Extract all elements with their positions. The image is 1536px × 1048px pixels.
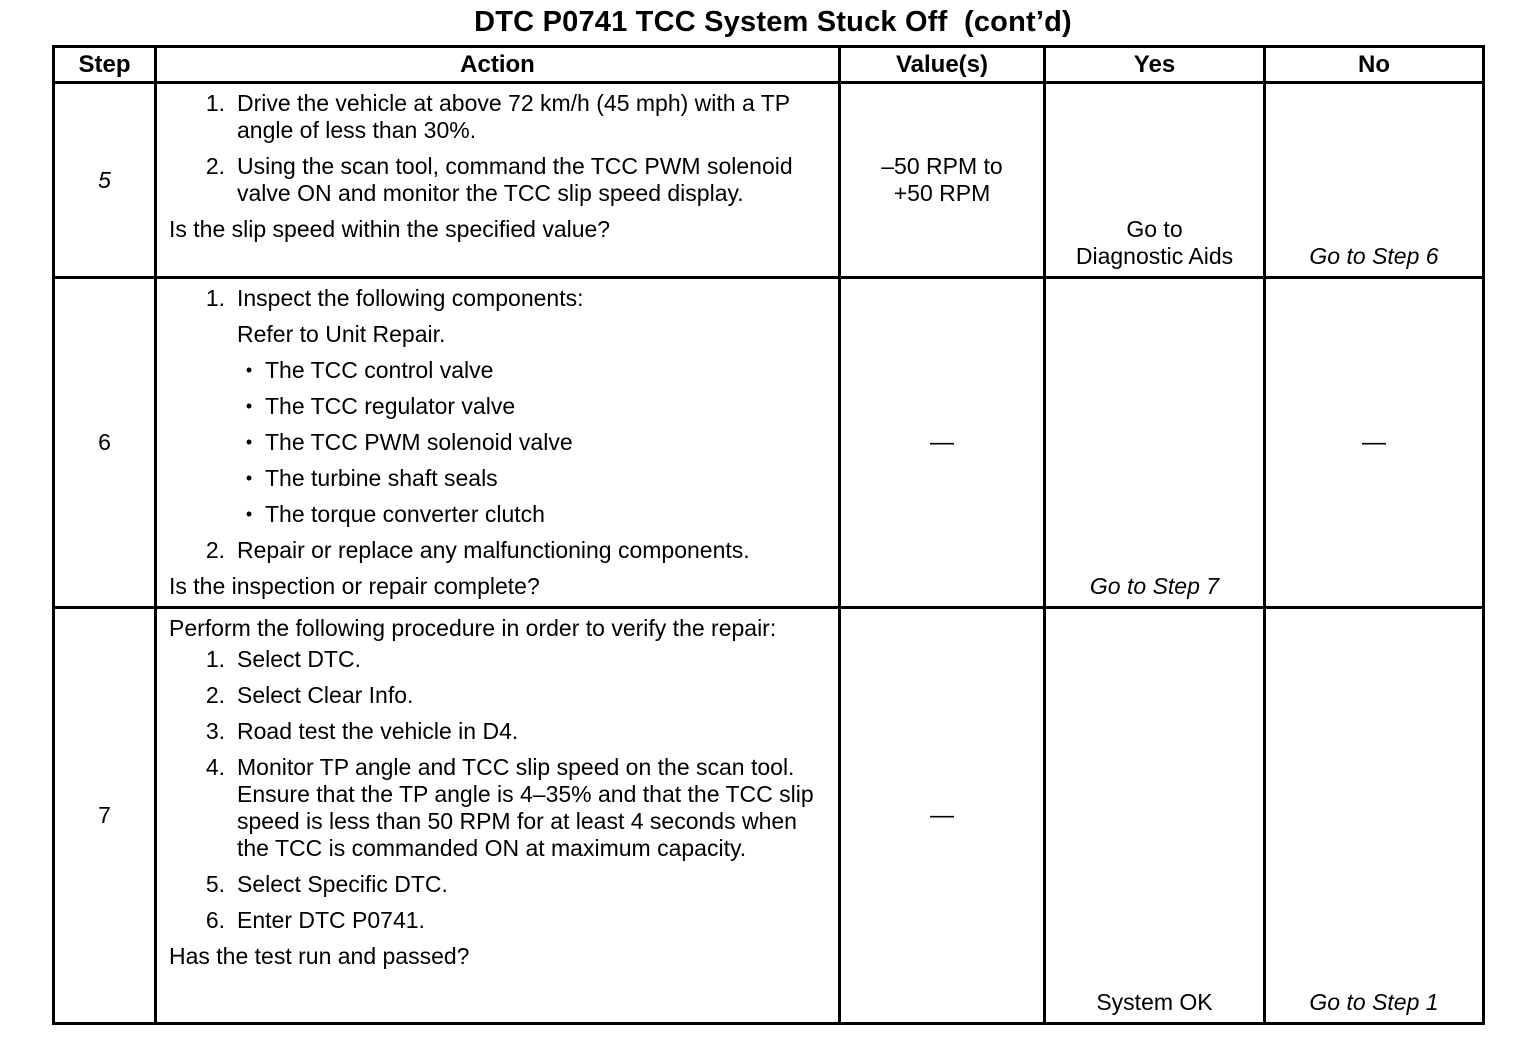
item-number: 2. [205, 153, 225, 179]
step-number: 6 [54, 278, 156, 608]
bullet-text: The torque converter clutch [265, 501, 545, 527]
no-cell: Go to Step 6 [1265, 83, 1484, 278]
table-row-step-7 [54, 608, 1484, 1024]
table-header-row [54, 47, 1484, 83]
bullet-text: The TCC control valve [265, 357, 494, 383]
header-action: Action [156, 47, 840, 83]
action-cell [156, 608, 840, 1024]
action-item [169, 153, 830, 207]
yes-cell: Go to Step 7 [1045, 278, 1265, 608]
value-cell: — [840, 608, 1045, 1024]
action-item [169, 682, 830, 709]
value-cell [840, 83, 1045, 278]
value-line: –50 RPM to [881, 153, 1003, 179]
bullet-item [237, 465, 830, 492]
item-number: 2. [205, 682, 225, 708]
item-text: Select Specific DTC. [237, 871, 448, 897]
item-text: Select DTC. [237, 646, 361, 672]
bullet-text: The turbine shaft seals [265, 465, 498, 491]
no-cell: — [1265, 278, 1484, 608]
item-number: 2. [205, 537, 225, 563]
action-question: Is the inspection or repair complete? [169, 573, 540, 599]
bullet-text: The TCC regulator valve [265, 393, 516, 419]
bullet-item [237, 357, 830, 384]
yes-cell: System OK [1045, 608, 1265, 1024]
no-cell: Go to Step 1 [1265, 608, 1484, 1024]
yes-cell [1045, 83, 1265, 278]
action-question: Is the slip speed within the specified value? [169, 216, 611, 242]
bullet-text: The TCC PWM solenoid valve [265, 429, 573, 455]
bullet-item [237, 393, 830, 420]
item-text: Inspect the following components: [237, 285, 584, 311]
action-item [169, 285, 830, 312]
action-cell [156, 83, 840, 278]
table-row-step-6 [54, 278, 1484, 608]
bullet-item [237, 429, 830, 456]
item-number: 4. [205, 754, 225, 780]
diagnostic-table [52, 45, 1485, 1025]
value-cell: — [840, 278, 1045, 608]
bullet-icon: • [245, 360, 253, 380]
header-yes: Yes [1045, 47, 1265, 83]
item-text: Enter DTC P0741. [237, 907, 425, 933]
item-number: 6. [205, 907, 225, 933]
header-values: Value(s) [840, 47, 1045, 83]
action-question: Has the test run and passed? [169, 943, 470, 969]
item-subtext: Refer to Unit Repair. [237, 321, 446, 347]
item-text: Road test the vehicle in D4. [237, 718, 519, 744]
action-item [169, 871, 830, 898]
bullet-item [237, 501, 830, 528]
header-no: No [1265, 47, 1484, 83]
item-text: Select Clear Info. [237, 682, 414, 708]
action-item [169, 537, 830, 564]
item-number: 1. [205, 646, 225, 672]
bullet-icon: • [245, 396, 253, 416]
yes-line: Diagnostic Aids [1075, 243, 1234, 269]
action-item [169, 754, 830, 862]
value-line: +50 RPM [893, 180, 991, 206]
item-number: 1. [205, 285, 225, 311]
item-text: Monitor TP angle and TCC slip speed on the scan tool. Ensure that the TP angle is 4–35% and that the TCC slip speed is less than 50 RPM for at least 4 seconds when the TCC is commanded ON at maximum capacity. [237, 754, 814, 861]
item-number: 3. [205, 718, 225, 744]
header-step: Step [54, 47, 156, 83]
item-number: 5. [205, 871, 225, 897]
item-text: Repair or replace any malfunctioning components. [237, 537, 750, 563]
item-text: Drive the vehicle at above 72 km/h (45 mph) with a TP angle of less than 30%. [237, 90, 790, 143]
bullet-icon: • [245, 504, 253, 524]
step-number: 5 [54, 83, 156, 278]
action-intro: Perform the following procedure in order to verify the repair: [169, 615, 777, 641]
action-item [169, 646, 830, 673]
page-title: DTC P0741 TCC System Stuck Off (cont’d) [474, 6, 1072, 38]
yes-line: Go to [1126, 216, 1183, 242]
action-item [169, 90, 830, 144]
table-row-step-5 [54, 83, 1484, 278]
action-cell [156, 278, 840, 608]
item-text: Using the scan tool, command the TCC PWM solenoid valve ON and monitor the TCC slip speed display. [237, 153, 793, 206]
step-number: 7 [54, 608, 156, 1024]
action-item [169, 907, 830, 934]
action-item [169, 718, 830, 745]
bullet-icon: • [245, 468, 253, 488]
bullet-icon: • [245, 432, 253, 452]
item-number: 1. [205, 90, 225, 116]
